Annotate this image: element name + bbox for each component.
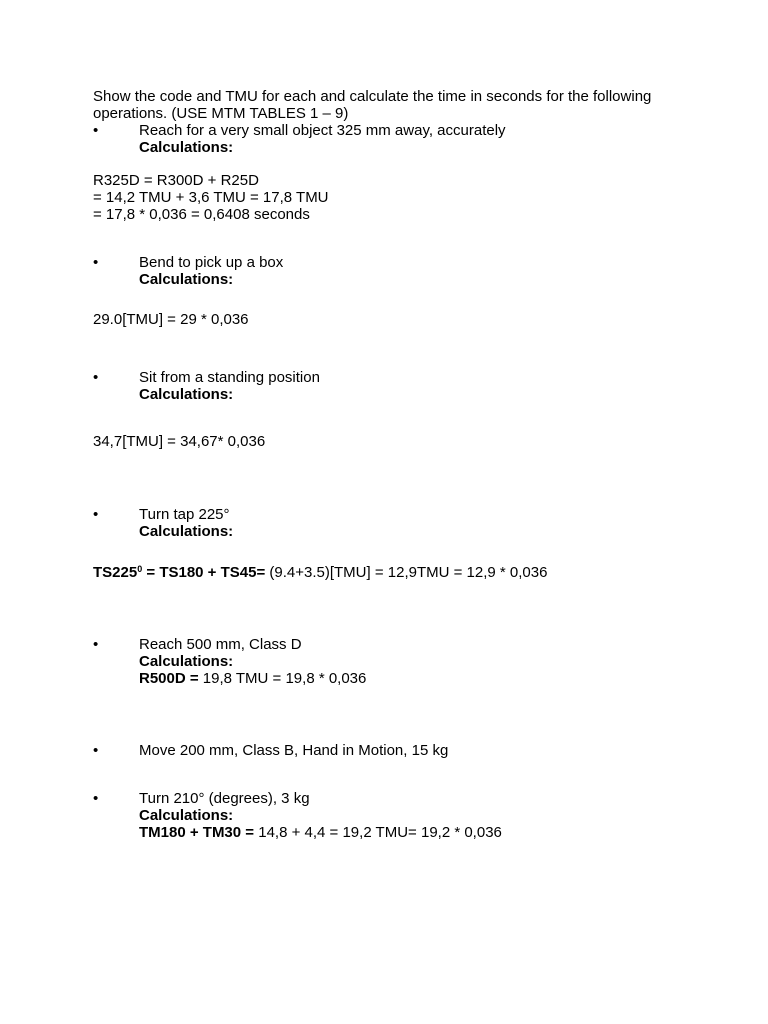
bullet-3: • <box>93 369 99 386</box>
bullet-5: • <box>93 636 99 653</box>
item-1-calc-label: Calculations: <box>139 139 234 156</box>
item-5-text: Reach 500 mm, Class D <box>139 636 302 653</box>
item-5-calc-label: Calculations: <box>139 653 234 670</box>
item-1-line-1: R325D = R300D + R25D <box>93 172 259 189</box>
item-1-text: Reach for a very small object 325 mm away, accurately <box>139 122 506 139</box>
item-7-text: Turn 210° (degrees), 3 kg <box>139 790 310 807</box>
bullet-4: • <box>93 506 99 523</box>
bullet-7: • <box>93 790 99 807</box>
item-3-line-1: 34,7[TMU] = 34,67* 0,036 <box>93 433 266 450</box>
bullet-6: • <box>93 742 99 759</box>
item-4-formula: $TS225^0 = TS180 + TS45= (9.4+3.5)[TMU] = 12,9TMU = 12,9 * 0,036$ <box>93 564 548 581</box>
bullet-1: • <box>93 122 99 139</box>
item-1-line-3: = 17,8 * 0,036 = 0,6408 seconds <box>93 206 310 223</box>
item-6-text: Move 200 mm, Class B, Hand in Motion, 15 kg <box>139 742 449 759</box>
item-7-calc-label: Calculations: <box>139 807 234 824</box>
item-2-text: Bend to pick up a box <box>139 254 284 271</box>
item-7-formula: TM180 + TM30 = 14,8 + 4,4 = 19,2 TMU= 19,2 * 0,036 <box>139 824 502 841</box>
intro-line-1: Show the code and TMU for each and calculate the time in seconds for the following <box>93 88 652 105</box>
item-4-text: Turn tap 225° <box>139 506 230 523</box>
item-3-calc-label: Calculations: <box>139 386 234 403</box>
item-1-line-2: = 14,2 TMU + 3,6 TMU = 17,8 TMU <box>93 189 329 206</box>
intro-line-2: operations. (USE MTM TABLES 1 – 9) <box>93 105 349 122</box>
item-2-line-1: 29.0[TMU] = 29 * 0,036 <box>93 311 249 328</box>
item-4-calc-label: Calculations: <box>139 523 234 540</box>
item-2-calc-label: Calculations: <box>139 271 234 288</box>
item-3-text: Sit from a standing position <box>139 369 320 386</box>
bullet-2: • <box>93 254 99 271</box>
item-5-formula: R500D = 19,8 TMU = 19,8 * 0,036 <box>139 670 367 687</box>
